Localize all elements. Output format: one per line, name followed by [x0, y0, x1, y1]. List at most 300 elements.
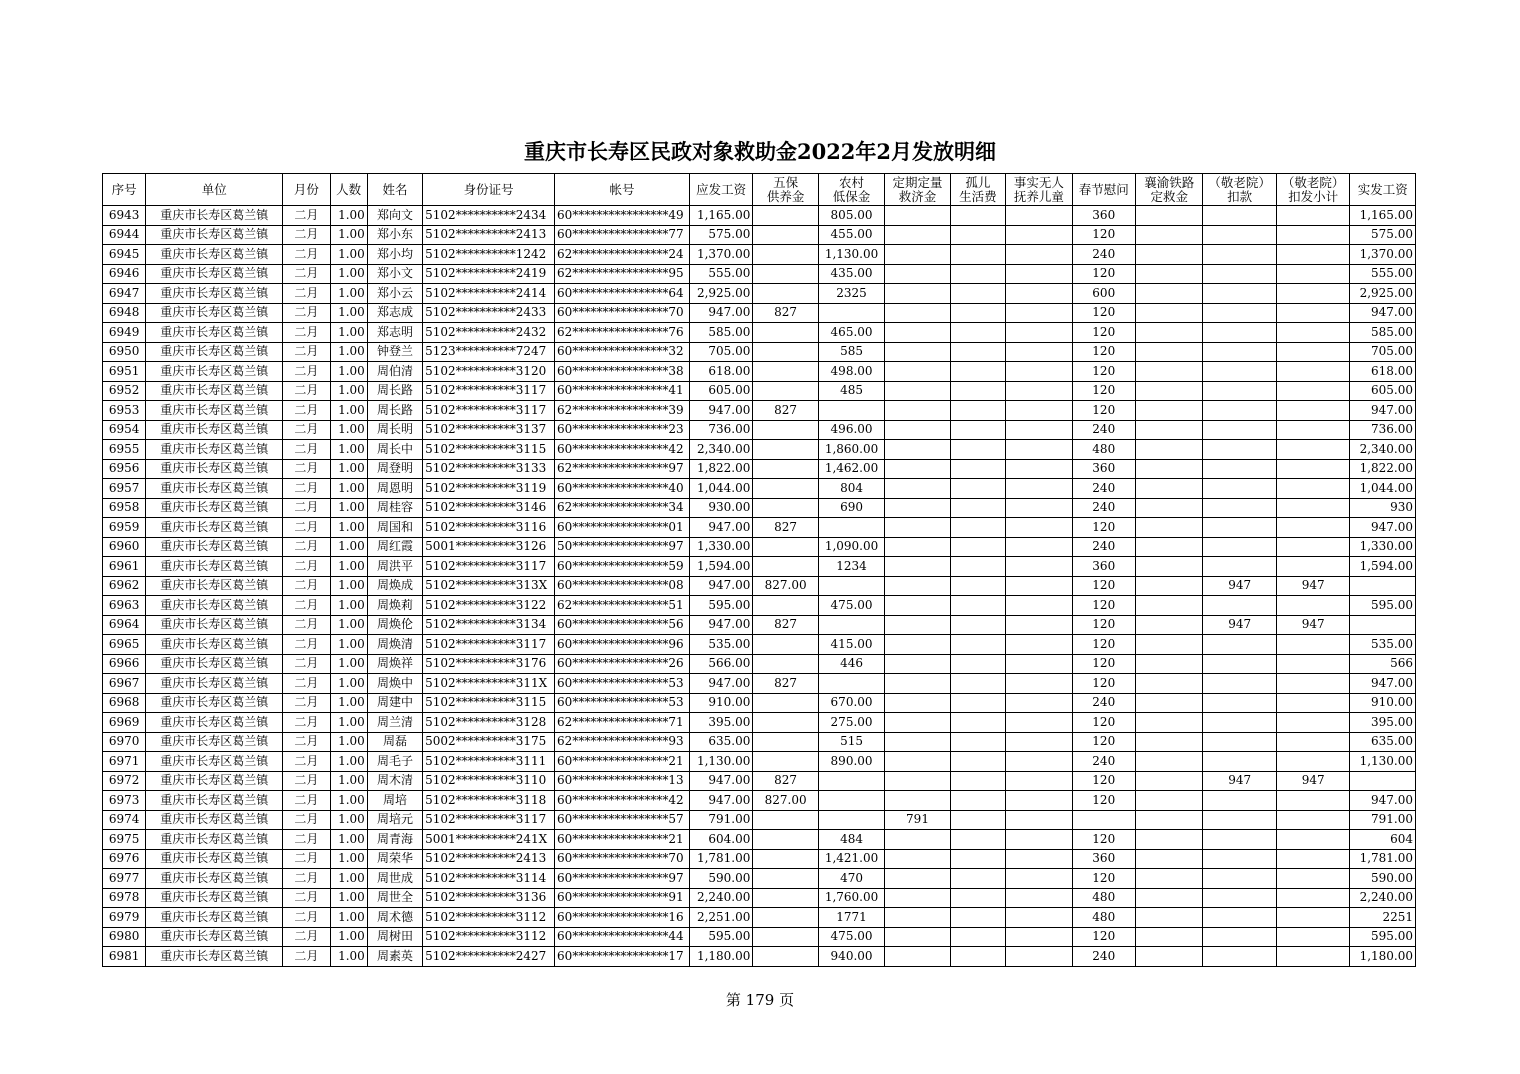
cell-wubao	[753, 323, 818, 343]
cell-dingqi	[885, 381, 950, 401]
cell-id-number: 5102**********3112	[423, 927, 555, 947]
cell-unit: 重庆市长寿区葛兰镇	[146, 323, 283, 343]
cell-unit: 重庆市长寿区葛兰镇	[146, 303, 283, 323]
cell-spring-festival: 120	[1072, 323, 1135, 343]
cell-nursing-deduction	[1203, 440, 1277, 460]
cell-name: 周兰清	[367, 713, 422, 733]
cell-xiangyu-rail	[1135, 557, 1202, 577]
cell-nursing-subtotal	[1276, 752, 1350, 772]
cell-orphan	[950, 537, 1005, 557]
cell-nursing-subtotal	[1276, 693, 1350, 713]
cell-orphan	[950, 576, 1005, 596]
header-unit: 单位	[146, 174, 283, 206]
cell-xiangyu-rail	[1135, 908, 1202, 928]
cell-unit: 重庆市长寿区葛兰镇	[146, 810, 283, 830]
cell-seq: 6952	[103, 381, 146, 401]
header-unsupported-child: 事实无人 抚养儿童	[1006, 174, 1072, 206]
cell-seq: 6950	[103, 342, 146, 362]
cell-seq: 6979	[103, 908, 146, 928]
cell-people: 1.00	[330, 596, 367, 616]
cell-name: 周伯清	[367, 362, 422, 382]
cell-dingqi	[885, 615, 950, 635]
cell-gross-pay: 2,251.00	[689, 908, 752, 928]
table-row	[103, 323, 1416, 343]
cell-month: 二月	[283, 674, 330, 694]
cell-id-number: 5102**********3114	[423, 869, 555, 889]
cell-gross-pay: 535.00	[689, 635, 752, 655]
cell-gross-pay: 947.00	[689, 401, 752, 421]
cell-nursing-subtotal	[1276, 674, 1350, 694]
cell-account: 62****************97	[555, 459, 690, 479]
cell-seq: 6951	[103, 362, 146, 382]
cell-month: 二月	[283, 810, 330, 830]
header-nursing-subtotal: （敬老院） 扣发小计	[1276, 174, 1350, 206]
cell-account: 60****************38	[555, 362, 690, 382]
cell-nursing-subtotal	[1276, 362, 1350, 382]
header-net-pay: 实发工资	[1350, 174, 1416, 206]
cell-unsupported-child	[1006, 225, 1072, 245]
cell-wubao	[753, 869, 818, 889]
cell-spring-festival: 120	[1072, 264, 1135, 284]
cell-unsupported-child	[1006, 947, 1072, 967]
cell-people: 1.00	[330, 245, 367, 265]
cell-wubao	[753, 596, 818, 616]
cell-nursing-subtotal	[1276, 654, 1350, 674]
cell-month: 二月	[283, 284, 330, 304]
cell-dingqi	[885, 342, 950, 362]
cell-name: 周洪平	[367, 557, 422, 577]
cell-dibao: 1234	[818, 557, 884, 577]
cell-people: 1.00	[330, 518, 367, 538]
cell-people: 1.00	[330, 927, 367, 947]
cell-gross-pay: 705.00	[689, 342, 752, 362]
cell-account: 60****************70	[555, 849, 690, 869]
table-row	[103, 771, 1416, 791]
cell-id-number: 5102**********313X	[423, 576, 555, 596]
cell-net-pay: 595.00	[1350, 927, 1416, 947]
table-row	[103, 654, 1416, 674]
page-number: 第 179 页	[725, 991, 795, 1009]
cell-people: 1.00	[330, 752, 367, 772]
cell-dingqi	[885, 479, 950, 499]
cell-spring-festival: 240	[1072, 752, 1135, 772]
cell-name: 郑志成	[367, 303, 422, 323]
cell-name: 周建中	[367, 693, 422, 713]
cell-nursing-subtotal	[1276, 479, 1350, 499]
cell-xiangyu-rail	[1135, 206, 1202, 226]
cell-nursing-subtotal	[1276, 206, 1350, 226]
table-row	[103, 459, 1416, 479]
cell-unsupported-child	[1006, 732, 1072, 752]
cell-orphan	[950, 908, 1005, 928]
cell-dingqi	[885, 245, 950, 265]
cell-unit: 重庆市长寿区葛兰镇	[146, 245, 283, 265]
cell-xiangyu-rail	[1135, 674, 1202, 694]
table-row	[103, 303, 1416, 323]
cell-orphan	[950, 927, 1005, 947]
cell-net-pay: 947.00	[1350, 303, 1416, 323]
cell-month: 二月	[283, 401, 330, 421]
cell-month: 二月	[283, 771, 330, 791]
cell-wubao	[753, 830, 818, 850]
cell-seq: 6980	[103, 927, 146, 947]
header-orphan: 孤儿 生活费	[950, 174, 1005, 206]
cell-nursing-deduction	[1203, 342, 1277, 362]
cell-spring-festival: 360	[1072, 849, 1135, 869]
cell-dingqi	[885, 459, 950, 479]
cell-gross-pay: 947.00	[689, 791, 752, 811]
cell-month: 二月	[283, 693, 330, 713]
cell-net-pay	[1350, 771, 1416, 791]
header-id-number: 身份证号	[423, 174, 555, 206]
cell-month: 二月	[283, 323, 330, 343]
cell-net-pay: 947.00	[1350, 674, 1416, 694]
cell-dibao: 1,130.00	[818, 245, 884, 265]
cell-seq: 6971	[103, 752, 146, 772]
cell-dingqi	[885, 362, 950, 382]
cell-xiangyu-rail	[1135, 635, 1202, 655]
cell-xiangyu-rail	[1135, 440, 1202, 460]
cell-xiangyu-rail	[1135, 693, 1202, 713]
cell-orphan	[950, 771, 1005, 791]
cell-wubao	[753, 498, 818, 518]
cell-id-number: 5102**********3118	[423, 791, 555, 811]
cell-spring-festival: 240	[1072, 479, 1135, 499]
cell-xiangyu-rail	[1135, 245, 1202, 265]
cell-wubao	[753, 245, 818, 265]
cell-dingqi	[885, 849, 950, 869]
cell-wubao	[753, 284, 818, 304]
cell-month: 二月	[283, 206, 330, 226]
cell-name: 周树田	[367, 927, 422, 947]
cell-xiangyu-rail	[1135, 869, 1202, 889]
cell-nursing-deduction: 947	[1203, 576, 1277, 596]
cell-orphan	[950, 654, 1005, 674]
cell-account: 62****************76	[555, 323, 690, 343]
table-row	[103, 381, 1416, 401]
cell-month: 二月	[283, 752, 330, 772]
cell-name: 钟登兰	[367, 342, 422, 362]
cell-dibao	[818, 791, 884, 811]
cell-dibao: 940.00	[818, 947, 884, 967]
cell-nursing-deduction	[1203, 381, 1277, 401]
cell-id-number: 5102**********3134	[423, 615, 555, 635]
cell-dibao: 498.00	[818, 362, 884, 382]
cell-dibao: 515	[818, 732, 884, 752]
cell-account: 60****************21	[555, 830, 690, 850]
cell-unsupported-child	[1006, 771, 1072, 791]
cell-month: 二月	[283, 615, 330, 635]
cell-account: 60****************77	[555, 225, 690, 245]
cell-gross-pay: 1,594.00	[689, 557, 752, 577]
cell-orphan	[950, 947, 1005, 967]
cell-unit: 重庆市长寿区葛兰镇	[146, 596, 283, 616]
cell-account: 60****************57	[555, 810, 690, 830]
cell-dingqi	[885, 206, 950, 226]
cell-seq: 6975	[103, 830, 146, 850]
cell-month: 二月	[283, 596, 330, 616]
cell-spring-festival: 120	[1072, 674, 1135, 694]
cell-dibao: 804	[818, 479, 884, 499]
cell-xiangyu-rail	[1135, 888, 1202, 908]
cell-id-number: 5102**********3111	[423, 752, 555, 772]
cell-dibao: 1,462.00	[818, 459, 884, 479]
cell-seq: 6960	[103, 537, 146, 557]
cell-name: 周长中	[367, 440, 422, 460]
cell-wubao	[753, 362, 818, 382]
cell-id-number: 5102**********2432	[423, 323, 555, 343]
cell-id-number: 5102**********3176	[423, 654, 555, 674]
cell-nursing-subtotal	[1276, 557, 1350, 577]
cell-seq: 6974	[103, 810, 146, 830]
cell-dibao	[818, 401, 884, 421]
cell-nursing-deduction	[1203, 557, 1277, 577]
cell-account: 60****************17	[555, 947, 690, 967]
cell-seq: 6978	[103, 888, 146, 908]
cell-unsupported-child	[1006, 615, 1072, 635]
cell-seq: 6968	[103, 693, 146, 713]
cell-seq: 6964	[103, 615, 146, 635]
cell-people: 1.00	[330, 440, 367, 460]
cell-unit: 重庆市长寿区葛兰镇	[146, 791, 283, 811]
cell-wubao	[753, 206, 818, 226]
cell-gross-pay: 1,822.00	[689, 459, 752, 479]
cell-net-pay: 947.00	[1350, 518, 1416, 538]
cell-spring-festival: 120	[1072, 732, 1135, 752]
cell-people: 1.00	[330, 342, 367, 362]
cell-id-number: 5102**********2433	[423, 303, 555, 323]
cell-account: 60****************01	[555, 518, 690, 538]
cell-account: 60****************97	[555, 869, 690, 889]
cell-account: 62****************93	[555, 732, 690, 752]
table-row	[103, 596, 1416, 616]
cell-orphan	[950, 557, 1005, 577]
cell-unit: 重庆市长寿区葛兰镇	[146, 381, 283, 401]
cell-xiangyu-rail	[1135, 284, 1202, 304]
cell-orphan	[950, 888, 1005, 908]
cell-spring-festival: 480	[1072, 888, 1135, 908]
cell-unsupported-child	[1006, 596, 1072, 616]
table-row	[103, 947, 1416, 967]
cell-account: 60****************16	[555, 908, 690, 928]
cell-nursing-subtotal	[1276, 440, 1350, 460]
cell-month: 二月	[283, 908, 330, 928]
cell-xiangyu-rail	[1135, 323, 1202, 343]
cell-spring-festival: 120	[1072, 518, 1135, 538]
cell-nursing-subtotal	[1276, 810, 1350, 830]
cell-account: 62****************24	[555, 245, 690, 265]
cell-dibao: 465.00	[818, 323, 884, 343]
table-row	[103, 713, 1416, 733]
cell-dingqi	[885, 830, 950, 850]
cell-nursing-deduction	[1203, 674, 1277, 694]
cell-unsupported-child	[1006, 381, 1072, 401]
cell-people: 1.00	[330, 615, 367, 635]
cell-nursing-deduction	[1203, 596, 1277, 616]
cell-orphan	[950, 791, 1005, 811]
cell-unit: 重庆市长寿区葛兰镇	[146, 401, 283, 421]
cell-account: 60****************96	[555, 635, 690, 655]
cell-nursing-deduction	[1203, 791, 1277, 811]
cell-id-number: 5102**********2434	[423, 206, 555, 226]
header-people: 人数	[330, 174, 367, 206]
cell-xiangyu-rail	[1135, 362, 1202, 382]
cell-unsupported-child	[1006, 888, 1072, 908]
cell-nursing-deduction	[1203, 908, 1277, 928]
header-xiangyu-rail: 襄渝铁路 定救金	[1135, 174, 1202, 206]
cell-orphan	[950, 693, 1005, 713]
cell-people: 1.00	[330, 420, 367, 440]
cell-net-pay	[1350, 615, 1416, 635]
cell-nursing-subtotal	[1276, 323, 1350, 343]
cell-seq: 6946	[103, 264, 146, 284]
cell-xiangyu-rail	[1135, 381, 1202, 401]
cell-orphan	[950, 381, 1005, 401]
cell-account: 60****************23	[555, 420, 690, 440]
cell-seq: 6943	[103, 206, 146, 226]
cell-dibao: 470	[818, 869, 884, 889]
cell-dingqi: 791	[885, 810, 950, 830]
cell-account: 62****************95	[555, 264, 690, 284]
cell-nursing-subtotal	[1276, 498, 1350, 518]
cell-unsupported-child	[1006, 830, 1072, 850]
cell-unit: 重庆市长寿区葛兰镇	[146, 674, 283, 694]
cell-id-number: 5001**********3126	[423, 537, 555, 557]
cell-wubao: 827.00	[753, 791, 818, 811]
cell-people: 1.00	[330, 303, 367, 323]
cell-orphan	[950, 459, 1005, 479]
cell-orphan	[950, 440, 1005, 460]
cell-unit: 重庆市长寿区葛兰镇	[146, 654, 283, 674]
cell-wubao	[753, 537, 818, 557]
cell-wubao	[753, 381, 818, 401]
cell-spring-festival: 240	[1072, 420, 1135, 440]
cell-nursing-subtotal	[1276, 537, 1350, 557]
cell-net-pay: 705.00	[1350, 342, 1416, 362]
cell-dibao: 475.00	[818, 927, 884, 947]
cell-spring-festival: 120	[1072, 381, 1135, 401]
cell-spring-festival: 360	[1072, 206, 1135, 226]
cell-dibao	[818, 518, 884, 538]
cell-seq: 6959	[103, 518, 146, 538]
cell-spring-festival: 480	[1072, 440, 1135, 460]
cell-spring-festival: 120	[1072, 342, 1135, 362]
cell-unsupported-child	[1006, 635, 1072, 655]
cell-people: 1.00	[330, 791, 367, 811]
cell-id-number: 5102**********3115	[423, 693, 555, 713]
header-spring-festival: 春节慰问	[1072, 174, 1135, 206]
cell-unsupported-child	[1006, 498, 1072, 518]
cell-unsupported-child	[1006, 927, 1072, 947]
cell-people: 1.00	[330, 810, 367, 830]
cell-net-pay: 910.00	[1350, 693, 1416, 713]
cell-xiangyu-rail	[1135, 518, 1202, 538]
cell-unit: 重庆市长寿区葛兰镇	[146, 537, 283, 557]
cell-gross-pay: 1,330.00	[689, 537, 752, 557]
cell-orphan	[950, 479, 1005, 499]
cell-wubao	[753, 342, 818, 362]
cell-nursing-deduction	[1203, 732, 1277, 752]
cell-month: 二月	[283, 947, 330, 967]
cell-nursing-subtotal	[1276, 459, 1350, 479]
cell-xiangyu-rail	[1135, 947, 1202, 967]
cell-unsupported-child	[1006, 342, 1072, 362]
cell-dibao: 1,421.00	[818, 849, 884, 869]
cell-net-pay: 1,370.00	[1350, 245, 1416, 265]
cell-nursing-subtotal	[1276, 596, 1350, 616]
cell-net-pay: 618.00	[1350, 362, 1416, 382]
cell-wubao	[753, 713, 818, 733]
cell-account: 60****************91	[555, 888, 690, 908]
cell-wubao: 827	[753, 771, 818, 791]
cell-net-pay: 590.00	[1350, 869, 1416, 889]
cell-wubao: 827.00	[753, 576, 818, 596]
cell-unsupported-child	[1006, 420, 1072, 440]
cell-orphan	[950, 284, 1005, 304]
cell-spring-festival: 120	[1072, 596, 1135, 616]
cell-xiangyu-rail	[1135, 713, 1202, 733]
cell-unit: 重庆市长寿区葛兰镇	[146, 771, 283, 791]
cell-spring-festival: 120	[1072, 791, 1135, 811]
cell-dingqi	[885, 557, 950, 577]
cell-net-pay: 566	[1350, 654, 1416, 674]
cell-gross-pay: 1,165.00	[689, 206, 752, 226]
cell-unit: 重庆市长寿区葛兰镇	[146, 635, 283, 655]
cell-orphan	[950, 401, 1005, 421]
table-row	[103, 284, 1416, 304]
cell-people: 1.00	[330, 849, 367, 869]
cell-dibao	[818, 771, 884, 791]
cell-spring-festival: 360	[1072, 557, 1135, 577]
cell-dibao: 2325	[818, 284, 884, 304]
cell-nursing-subtotal	[1276, 791, 1350, 811]
cell-wubao	[753, 693, 818, 713]
cell-unit: 重庆市长寿区葛兰镇	[146, 206, 283, 226]
cell-wubao: 827	[753, 615, 818, 635]
cell-gross-pay: 930.00	[689, 498, 752, 518]
cell-unsupported-child	[1006, 537, 1072, 557]
cell-id-number: 5102**********3116	[423, 518, 555, 538]
cell-id-number: 5102**********3117	[423, 401, 555, 421]
cell-account: 50****************97	[555, 537, 690, 557]
cell-gross-pay: 2,340.00	[689, 440, 752, 460]
cell-people: 1.00	[330, 381, 367, 401]
cell-dingqi	[885, 401, 950, 421]
cell-dibao: 485	[818, 381, 884, 401]
cell-nursing-subtotal	[1276, 635, 1350, 655]
cell-unsupported-child	[1006, 303, 1072, 323]
cell-wubao	[753, 557, 818, 577]
cell-spring-festival: 480	[1072, 908, 1135, 928]
cell-spring-festival: 120	[1072, 303, 1135, 323]
cell-month: 二月	[283, 381, 330, 401]
cell-people: 1.00	[330, 225, 367, 245]
cell-id-number: 5102**********2413	[423, 225, 555, 245]
cell-xiangyu-rail	[1135, 596, 1202, 616]
cell-nursing-deduction	[1203, 264, 1277, 284]
cell-net-pay: 2251	[1350, 908, 1416, 928]
cell-spring-festival	[1072, 810, 1135, 830]
cell-orphan	[950, 752, 1005, 772]
cell-gross-pay: 2,925.00	[689, 284, 752, 304]
cell-seq: 6976	[103, 849, 146, 869]
cell-month: 二月	[283, 888, 330, 908]
cell-name: 郑向文	[367, 206, 422, 226]
cell-seq: 6953	[103, 401, 146, 421]
cell-dibao: 890.00	[818, 752, 884, 772]
cell-gross-pay: 947.00	[689, 674, 752, 694]
cell-unit: 重庆市长寿区葛兰镇	[146, 869, 283, 889]
